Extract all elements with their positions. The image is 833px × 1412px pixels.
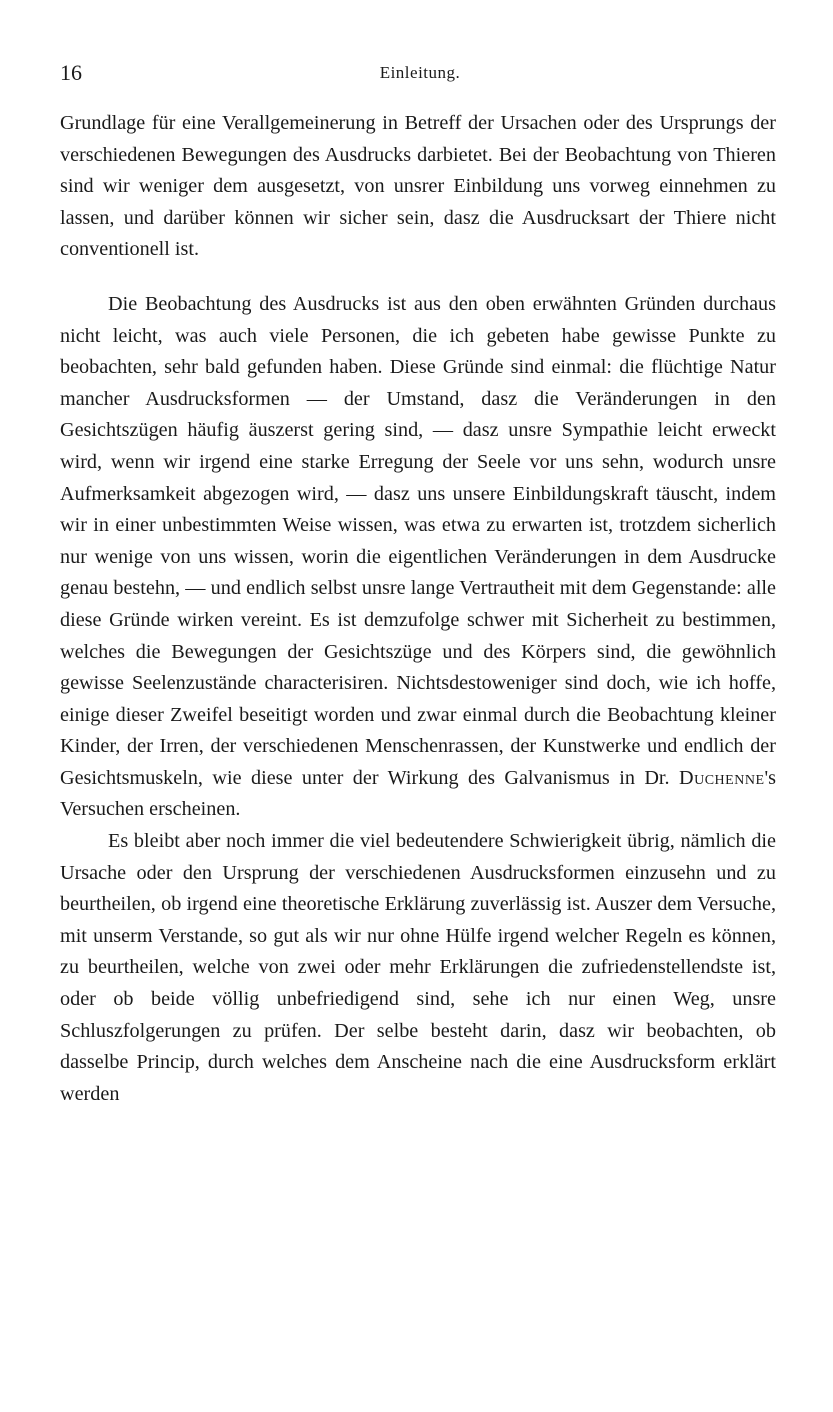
paragraph-text-end: 's Versuchen erscheinen. <box>60 766 776 821</box>
paragraph-text: Die Beobachtung des Ausdrucks ist aus den oben erwähnten Gründen durchaus nicht leicht, was auch viele Personen, die ich gebeten habe gewisse Punkte zu beobachten, sehr bald gefunden haben. Diese Gründe sind einmal: die flüchtige Natur mancher Ausdrucksformen — der Umstand, dasz die Veränderungen in den Gesichtszügen häufig äuszerst gering sind, — dasz unsre Sympathie leicht erweckt wird, wenn wir irgend eine starke Erregung der Seele vor uns sehn, wodurch unsre Aufmerksamkeit abgezogen wird, — dasz uns unsere Einbildungskraft täuscht, indem wir in einer unbestimmten Weise wissen, was etwa zu erwarten ist, trotzdem sicherlich nur wenige von uns wissen, worin die eigentlichen Veränderungen in dem Ausdrucke genau bestehn, — und endlich selbst unsre lange Vertrautheit mit dem Gegenstande: alle diese Gründe wirken vereint. Es ist demzufolge schwer mit Sicherheit zu bestimmen, welches die Bewegungen der Gesichtszüge und des Körpers sind, die gewöhnlich gewisse Seelenzustände characterisiren. Nichtsdestoweniger sind doch, wie ich hoffe, einige dieser Zweifel beseitigt worden und zwar einmal durch die Beobachtung kleiner Kinder, der Irren, der verschiedenen Menschenrassen, der Kunstwerke und endlich der Gesichtsmuskeln, wie diese unter der Wirkung des Galvanismus in Dr. <box>60 292 776 789</box>
author-name: Duchenne <box>679 766 765 789</box>
paragraph-observation-difficulty <box>60 289 776 826</box>
page-number: 16 <box>60 60 82 85</box>
paragraph-continuation: Grundlage für eine Verallgemeinerung in Betreff der Ursachen oder des Ursprungs der verschiedenen Bewegungen des Ausdrucks darbietet. Bei der Beobachtung von Thieren sind wir weniger dem ausgesetzt, von unsrer Einbildung uns vorweg einnehmen zu lassen, und darüber können wir sicher sein, dasz die Ausdrucksart der Thiere nicht conventionell ist. <box>60 112 776 261</box>
body-text <box>60 108 776 1110</box>
page-header <box>60 60 780 88</box>
running-title: Einleitung. <box>379 63 461 82</box>
paragraph-greater-difficulty: Es bleibt aber noch immer die viel bedeutendere Schwierigkeit übrig, nämlich die Ursache oder den Ursprung der verschiedenen Ausdrucksformen einzusehn und zu beurtheilen, ob irgend eine theoretische Erklärung zuverlässig ist. Auszer dem Versuche, mit unserm Verstande, so gut als wir nur ohne Hülfe irgend welcher Regeln es können, zu beurtheilen, welche von zwei oder mehr Erklärungen die zufriedenstellendste ist, oder ob beide völlig unbefriedigend sind, sehe ich nur einen Weg, unsre Schluszfolgerungen zu prüfen. Der selbe besteht darin, dasz wir beobachten, ob dasselbe Princip, durch welches dem Anscheine nach die eine Ausdrucksform erklärt werden <box>60 830 776 1105</box>
